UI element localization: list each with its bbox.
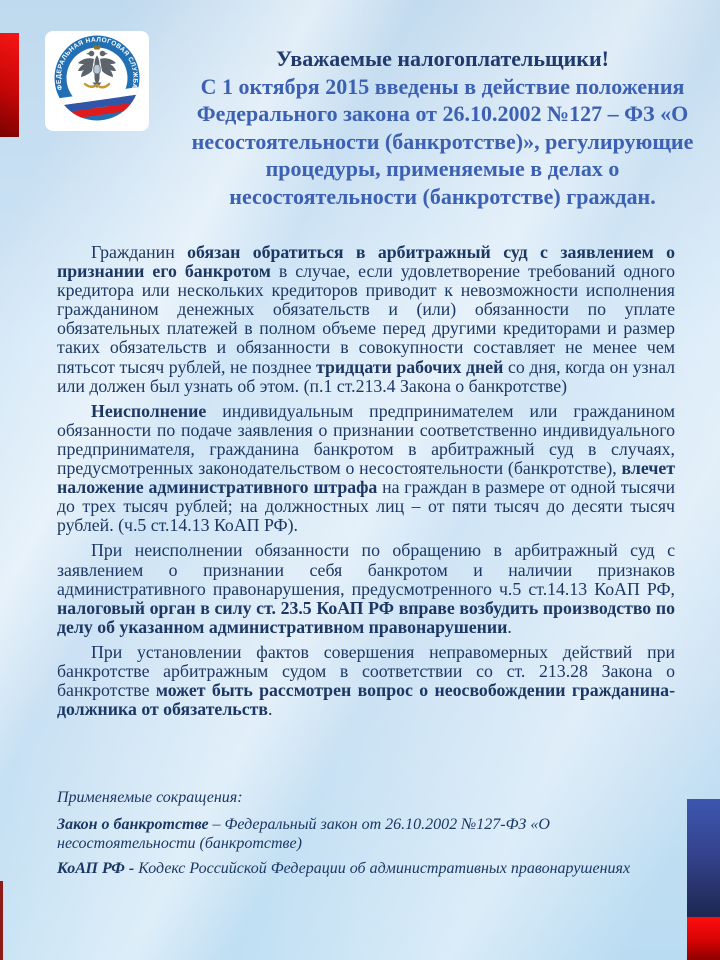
red-accent-strip-bottom-left	[0, 881, 3, 960]
red-accent-bar-bottom-right	[687, 917, 720, 960]
red-accent-bar-top-left	[0, 33, 19, 137]
text-segment: .	[267, 699, 273, 720]
text-segment: .	[507, 616, 512, 637]
title-line: несостоятельности (банкротстве)», регулирующие	[191, 128, 694, 154]
abbreviation-definition: – Федеральный закон от 26.10.2002 №127-ФЗ «О несостоятельности (банкротстве)	[57, 816, 550, 852]
abbreviation-term: Закон о банкротстве	[57, 816, 209, 833]
fns-logo	[45, 31, 149, 131]
title-line: Федерального закона от 26.10.2002 №127 – ФЗ «О	[196, 101, 689, 127]
title-greeting: Уважаемые налогоплательщики!	[276, 46, 609, 71]
abbreviation-item	[57, 859, 669, 878]
text-segment: индивидуальным предпринимателем или гражданином обязанности по подаче заявления о признании соответственно индивидуального предпринимателя, гражданина банкротом в арбитражный суд в случаях, предусмотренных законодательством о несостоятельности (банкротстве),	[57, 400, 675, 479]
title-line: процедуры, применяемые в делах о	[265, 156, 620, 182]
fns-emblem-icon	[45, 31, 149, 131]
text-segment-bold: обязан обратиться в арбитражный суд с заявлением о признании его банкротом	[57, 242, 675, 282]
abbreviation-definition: Кодекс Российской Федерации об административных правонарушениях	[138, 860, 631, 877]
body-paragraph-2	[57, 402, 675, 536]
body-text	[57, 243, 675, 725]
text-segment: со дня, когда он узнал или должен был узнать об этом. (п.1 ст.213.4 Закона о банкротстве)	[57, 356, 675, 396]
text-segment-bold: влечет наложение административного штрафа	[57, 458, 675, 498]
blue-accent-bar-bottom-right	[687, 799, 720, 917]
abbreviation-item	[57, 815, 669, 853]
body-paragraph-4	[57, 643, 675, 719]
abbreviation-term: КоАП РФ -	[57, 860, 139, 877]
title-block	[170, 45, 715, 211]
text-segment: в случае, если удовлетворение требований одного кредитора или нескольких кредиторов приводит к невозможности исполнения гражданином денежных обязательств и (или) обязанности по уплате обязательных платежей в полном объеме перед другими кредиторами и размер таких обязательств и обязанности в совокупности составляет не менее чем пятьсот тысяч рублей, не позднее	[57, 261, 675, 377]
abbreviations-heading: Применяемые сокращения:	[57, 789, 243, 806]
logo-ring-text: ФЕДЕРАЛЬНАЯ НАЛОГОВАЯ СЛУЖБА	[55, 36, 139, 91]
text-segment: на граждан в размере от одной тысячи до трех тысяч рублей; на должностных лиц – от пяти тысяч до десяти тысяч рублей. (ч.5 ст.14.13 КоАП РФ).	[57, 477, 675, 536]
title-line: несостоятельности (банкротстве) граждан.	[229, 183, 656, 209]
text-segment: При установлении фактов совершения неправомерных действий при банкротстве арбитражным судом в соответствии со ст. 213.28 Закона о банкротстве	[57, 641, 675, 701]
text-segment: При неисполнении обязанности по обращению в арбитражный суд с заявлением о признании себя банкротом и наличии признаков административного правонарушения, предусмотренного ч.5 ст.14.13 КоАП РФ,	[57, 540, 675, 599]
text-segment-bold: Неисполнение	[91, 400, 207, 421]
footer-abbreviations	[57, 788, 669, 884]
title-line: С 1 октября 2015 введены в действие положения	[200, 73, 685, 99]
text-segment: Гражданин	[91, 242, 188, 262]
text-segment-bold: налоговый орган в силу ст. 23.5 КоАП РФ вправе возбудить производство по делу об указанном административном правонарушении	[57, 597, 675, 637]
text-segment-bold: тридцати рабочих дней	[316, 356, 504, 377]
body-paragraph-3	[57, 541, 675, 636]
body-paragraph-1	[57, 243, 675, 396]
text-segment-bold: может быть рассмотрен вопрос о неосвобождении гражданина-должника от обязательств	[57, 680, 675, 720]
